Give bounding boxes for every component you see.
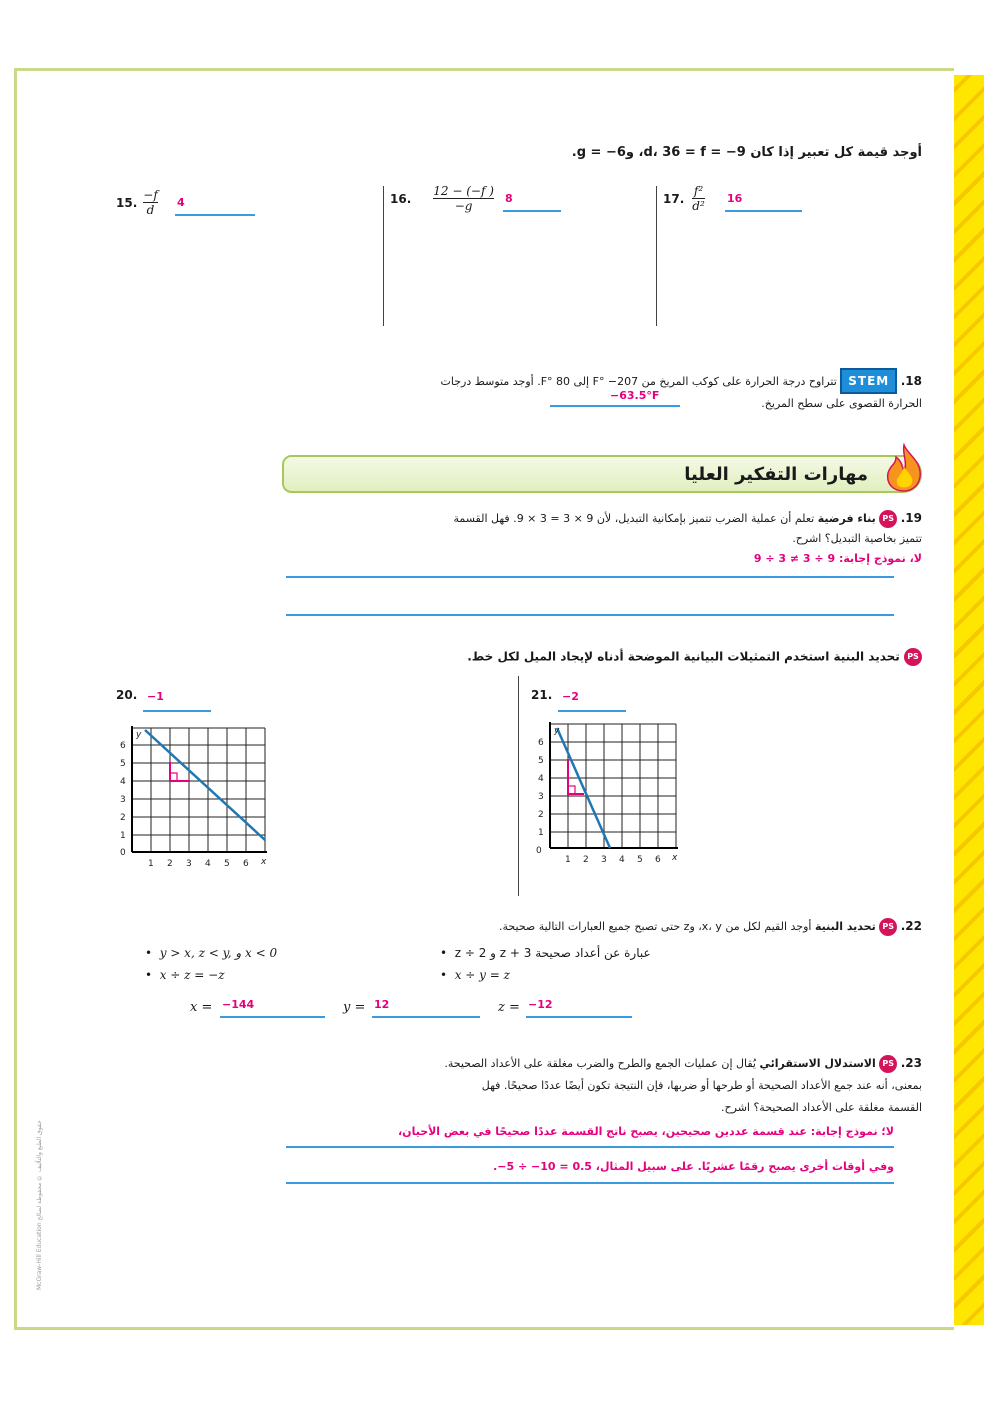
y-tick: 4 <box>538 774 544 784</box>
problem-text: القسمة مغلقة على الأعداد الصحيحة؟ اشرح. <box>721 1101 922 1114</box>
numerator: −f <box>143 188 158 202</box>
y-tick: 2 <box>120 813 126 823</box>
answer-blank-21[interactable] <box>558 690 626 712</box>
section-header <box>282 455 922 493</box>
x-answer: −144 <box>222 998 255 1011</box>
problem-number: 17. <box>663 191 685 206</box>
practice-badge-icon: PS <box>879 918 897 936</box>
answer-line[interactable] <box>286 1182 894 1184</box>
practice-badge-icon: PS <box>904 648 922 666</box>
problem-text: الحرارة القصوى على سطح المريخ. <box>761 397 922 410</box>
problem-number: 18. <box>900 374 922 388</box>
answer-blank-16[interactable] <box>503 192 561 212</box>
problem-text: بمعنى، أنه عند جمع الأعداد الصحيحة أو طرحها أو ضربها، فإن النتيجة تكون أيضًا عددًا صحيحًا. فهل <box>481 1079 922 1092</box>
fraction <box>692 184 705 213</box>
x-tick: 6 <box>243 859 249 869</box>
answer-18: −63.5°F <box>610 389 660 402</box>
y-tick: 2 <box>538 810 544 820</box>
answer-blank-18[interactable] <box>550 389 680 407</box>
y-axis-label: y <box>136 730 142 740</box>
instruction-text: استخدم التمثيلات البيانية الموضحة أدناه لإيجاد الميل لكل خط. <box>467 649 830 664</box>
x-tick: 4 <box>205 859 211 869</box>
x-tick: 5 <box>637 855 643 865</box>
z-answer-blank[interactable] <box>526 998 632 1018</box>
structure-instruction <box>322 648 922 666</box>
stem-badge: STEM <box>840 368 897 394</box>
graph-line <box>557 728 610 848</box>
slope-triangle <box>568 760 584 794</box>
numerator: f² <box>693 184 704 198</box>
y-tick: 0 <box>120 848 126 858</box>
instruction: أوجد قيمة كل تعبير إذا كان 9− = d، 36 = f، و6− = g. <box>571 145 922 160</box>
y-axis-label: y <box>554 726 560 736</box>
answer-line[interactable] <box>286 576 894 578</box>
answer-line[interactable] <box>286 614 894 616</box>
x-axis-label: x <box>261 857 267 867</box>
problem-22 <box>302 918 922 936</box>
x-tick: 1 <box>148 859 154 869</box>
side-stripe <box>954 75 984 1325</box>
y-tick: 3 <box>538 792 544 802</box>
answer-23-line2: وفي أوقات أخرى يصبح رقمًا عشريًا. على سبيل المثال، 0.5 = 10− ÷ 5−. <box>493 1160 894 1173</box>
x-label: x = <box>190 1000 213 1015</box>
y-tick: 1 <box>120 831 126 841</box>
divider <box>383 186 384 326</box>
x-axis-label: x <box>672 853 678 863</box>
problem-text: تتراوح درجة الحرارة على كوكب المريخ من 207− °F إلى 80 °F. أوجد متوسط درجات <box>440 375 837 388</box>
divider <box>656 186 657 326</box>
copyright-note: McGraw-Hill Education حقوق الطبع والتأليف © محفوظة لصالح <box>36 1120 43 1290</box>
y-label: y = <box>343 1000 366 1015</box>
x-tick: 4 <box>619 855 625 865</box>
problem-17 <box>663 184 705 213</box>
fraction <box>433 184 494 213</box>
problem-text: تعلم أن عملية الضرب تتميز بإمكانية التبديل، لأن 9 × 3 = 3 × 9. فهل القسمة <box>453 512 815 525</box>
conditions-left: • y > x, z < y, و x < 0 • x ÷ z = −z <box>145 946 278 982</box>
x-tick: 6 <box>655 855 661 865</box>
problem-number: 22. <box>900 919 922 933</box>
y-tick: 4 <box>120 777 126 787</box>
problem-19 <box>302 508 922 569</box>
graph-21 <box>530 716 690 874</box>
practice-badge-icon: PS <box>879 510 897 528</box>
answer-19: لا، نموذج إجابة: 9 ÷ 3 ≠ 3 ÷ 9 <box>753 552 922 565</box>
problem-text: أوجد القيم لكل من x، y، وz حتى تصبح جميع العبارات التالية صحيحة. <box>499 920 812 933</box>
answer-line[interactable] <box>286 1146 894 1148</box>
practice-badge-icon: PS <box>879 1055 897 1073</box>
x-tick: 2 <box>583 855 589 865</box>
x-tick: 2 <box>167 859 173 869</box>
answer-23-line1: لا؛ نموذج إجابة: عند قسمة عددين صحيحين، يصبح ناتج القسمة عددًا صحيحًا في بعض الأحيان، <box>398 1125 894 1138</box>
denominator: d² <box>692 199 705 213</box>
flame-icon <box>882 443 926 493</box>
y-answer-blank[interactable] <box>372 998 480 1018</box>
x-tick: 5 <box>224 859 230 869</box>
x-answer-blank[interactable] <box>220 998 325 1018</box>
graph-line <box>145 730 265 840</box>
answer-16: 8 <box>505 192 513 205</box>
section-title: مهارات التفكير العليا <box>684 464 868 485</box>
problem-number: 19. <box>900 511 922 525</box>
answer-15: 4 <box>177 196 185 209</box>
divider <box>518 676 519 896</box>
x-tick: 1 <box>565 855 571 865</box>
condition: x ÷ y = z <box>454 968 510 982</box>
answer-21: −2 <box>562 690 579 703</box>
problem-number: 23. <box>900 1056 922 1070</box>
y-answer: 12 <box>374 998 390 1011</box>
answer-blank-17[interactable] <box>725 192 802 212</box>
condition: x ÷ z = −z <box>159 968 225 982</box>
y-tick: 5 <box>120 759 126 769</box>
z-label: z = <box>498 1000 520 1015</box>
answer-17: 16 <box>727 192 743 205</box>
skill-label: تحديد البنية <box>833 649 900 664</box>
y-tick: 6 <box>538 738 544 748</box>
x-tick: 3 <box>186 859 192 869</box>
condition: z ÷ 2 و z + 3 عبارة عن أعداد صحيحة <box>454 946 651 960</box>
problem-15 <box>116 188 158 217</box>
problem-text: تتميز بخاصية التبديل؟ اشرح. <box>792 532 922 545</box>
conditions-right: • z ÷ 2 و z + 3 عبارة عن أعداد صحيحة • x ÷ y = z <box>440 946 651 982</box>
z-answer: −12 <box>528 998 553 1011</box>
condition: y > x, z < y, و x < 0 <box>159 946 278 960</box>
problem-number: 16. <box>390 191 412 206</box>
y-tick: 5 <box>538 756 544 766</box>
x-tick: 3 <box>601 855 607 865</box>
slope-triangle <box>170 762 189 781</box>
y-tick: 3 <box>120 795 126 805</box>
answer-20: −1 <box>147 690 164 703</box>
skill-label: الاستدلال الاستقرائي <box>759 1057 876 1070</box>
y-tick: 6 <box>120 741 126 751</box>
y-tick: 0 <box>536 846 542 856</box>
answer-blank-20[interactable] <box>143 690 211 712</box>
denominator: −g <box>454 199 473 213</box>
problem-16 <box>390 184 494 213</box>
graph-20 <box>112 718 282 878</box>
skill-label: تحديد البنية <box>814 920 876 933</box>
problem-number: 20. <box>116 688 138 702</box>
problem-number: 15. <box>116 195 138 210</box>
numerator: 12 − (−f ) <box>433 184 494 198</box>
fraction <box>143 188 158 217</box>
denominator: d <box>146 203 155 217</box>
skill-label: بناء فرضية <box>817 512 876 525</box>
problem-23 <box>302 1052 922 1119</box>
problem-number: 21. <box>531 688 553 702</box>
problem-text: يُقال إن عمليات الجمع والطرح والضرب مغلقة على الأعداد الصحيحة. <box>444 1057 756 1070</box>
y-tick: 1 <box>538 828 544 838</box>
answer-blank-15[interactable] <box>175 196 255 216</box>
